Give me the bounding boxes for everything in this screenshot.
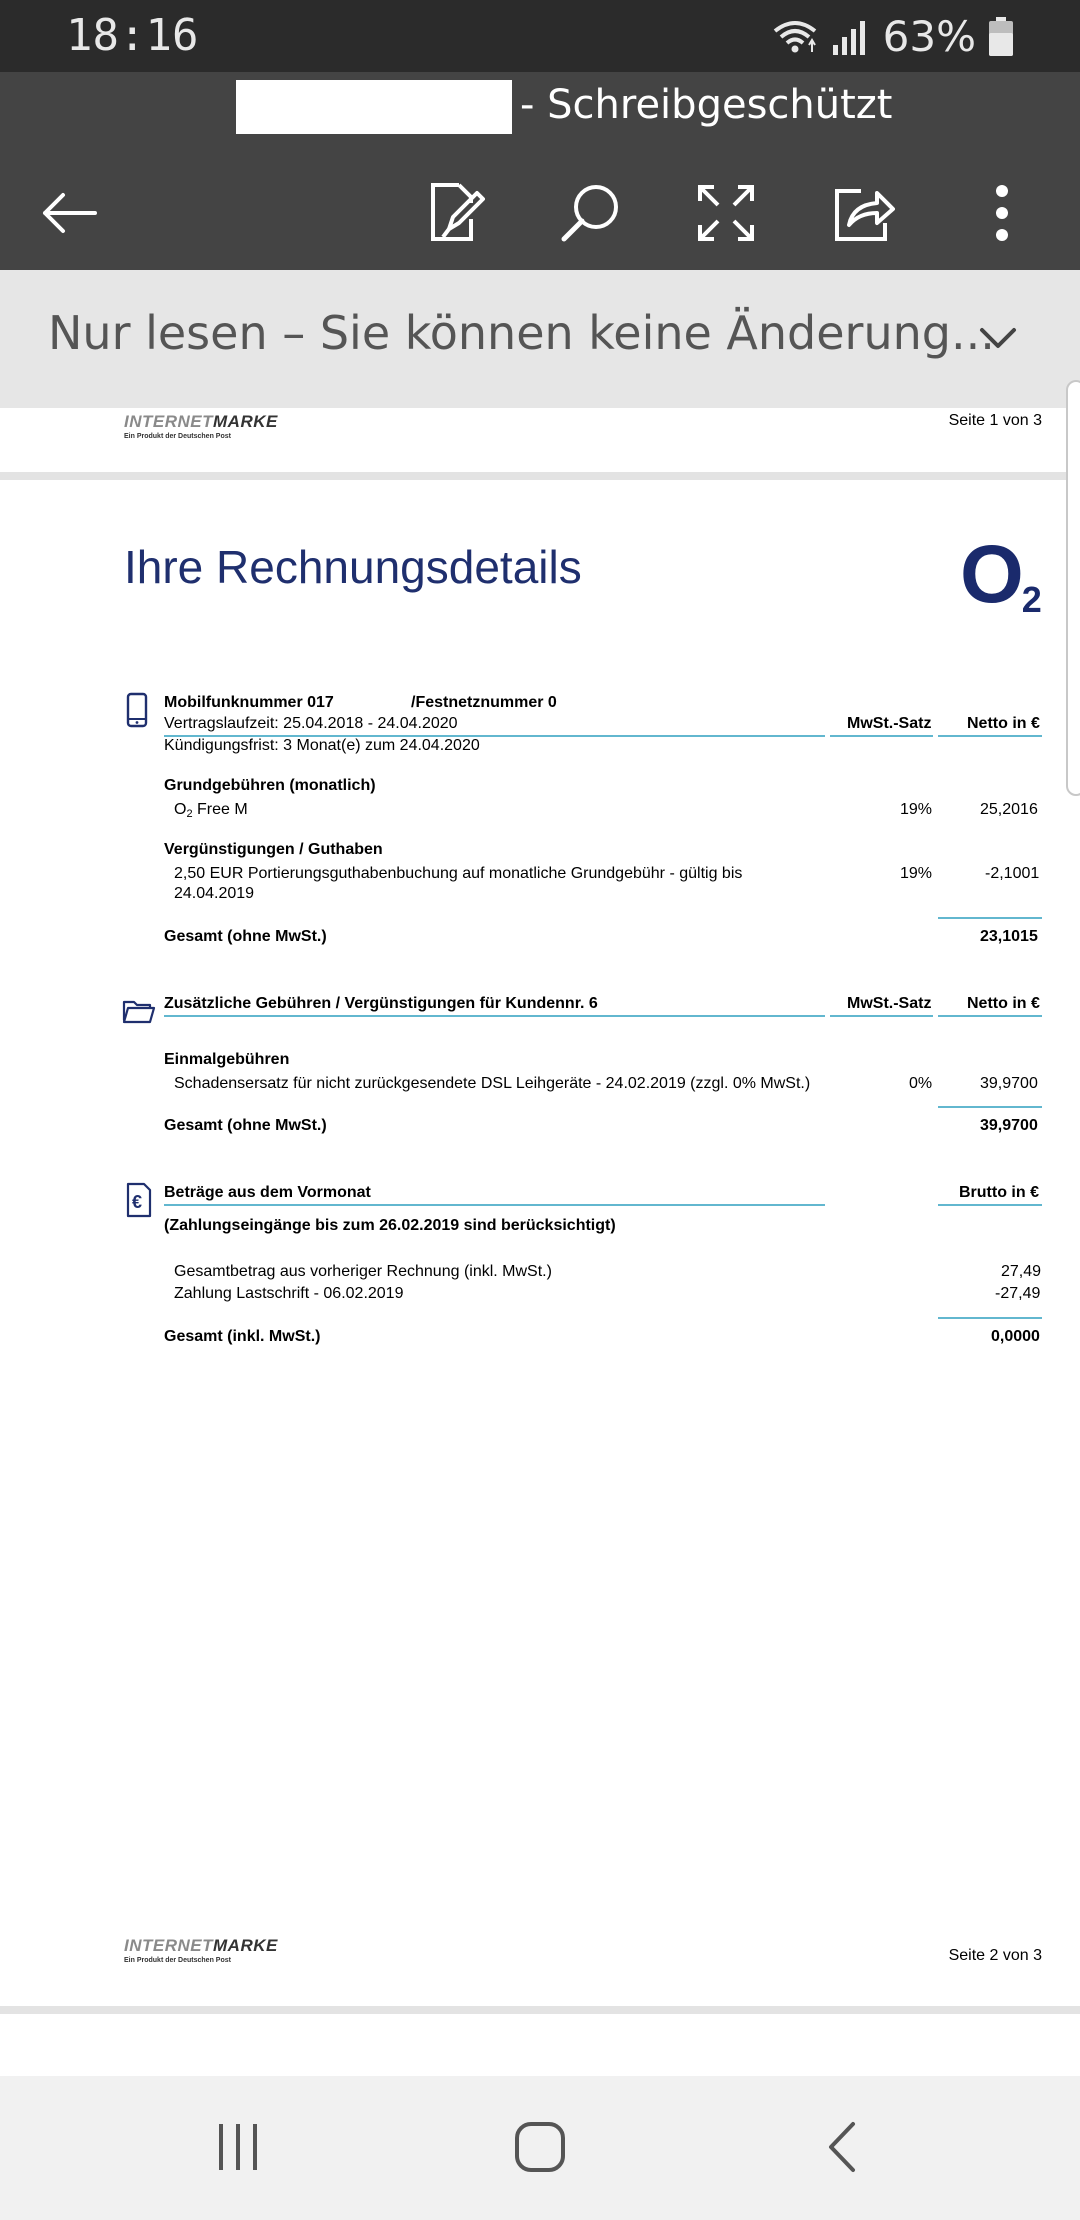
col-net-header: Netto in € [967,995,1040,1012]
o2-logo: O2 [960,529,1042,620]
fullscreen-button[interactable] [681,168,771,258]
status-bar [0,0,1080,72]
vat-value: 19% [900,801,933,818]
edit-icon [425,181,485,245]
page-number: Seite 1 von 3 [948,412,1042,429]
divider [938,917,1042,919]
status-time: 18:16 [66,10,199,61]
group-title: Grundgebühren (monatlich) [164,777,376,794]
home-icon [513,2120,567,2174]
banner-text: Nur lesen – Sie können keine Änderung... [48,306,995,360]
col-vat-header: MwSt.-Satz [847,715,932,732]
divider [164,1204,825,1206]
gross-value: 27,49 [1001,1263,1042,1280]
search-button[interactable] [545,168,635,258]
share-button[interactable] [818,168,908,258]
share-icon [831,183,895,243]
document-viewer[interactable] [0,408,1080,2076]
recent-apps-button[interactable] [188,2102,288,2192]
signal-icon [831,17,871,57]
section3-title: Beträge aus dem Vormonat [164,1184,371,1201]
home-button[interactable] [490,2102,590,2192]
divider [938,1106,1042,1108]
status-icons [771,12,1014,61]
col-net-header: Netto in € [967,715,1040,732]
divider [938,1015,1042,1017]
col-gross-header: Brutto in € [959,1184,1039,1201]
page-number: Seite 2 von 3 [948,1947,1042,1964]
read-only-banner[interactable] [0,270,1080,408]
page-separator [0,472,1080,480]
back-arrow-icon [39,189,99,237]
col-vat-header: MwSt.-Satz [847,995,932,1012]
net-value: 39,9700 [980,1075,1038,1092]
document-title: - Schreibgeschützt [520,82,893,128]
vat-value: 0% [909,1075,933,1092]
divider [164,1015,825,1017]
more-button[interactable] [957,168,1047,258]
divider [830,735,933,737]
page-separator [0,2006,1080,2014]
net-value: 25,2016 [980,801,1038,818]
back-icon [825,2120,859,2174]
divider [938,1317,1042,1319]
vat-value: 19% [900,865,933,882]
section1-title-mobile: Mobilfunknummer 017 [164,694,334,711]
gross-value: -27,49 [995,1285,1041,1302]
total-value: 0,0000 [991,1328,1040,1345]
internetmarke-logo: INTERNETMARKE Ein Produkt der Deutschen Post [124,412,278,440]
fullscreen-icon [696,183,756,243]
app-bar [0,72,1080,270]
line-item-direct-debit: Zahlung Lastschrift - 06.02.2019 [174,1285,404,1302]
page-heading: Ihre Rechnungsdetails [124,541,582,593]
total-value: 23,1015 [980,928,1038,945]
internetmarke-logo: INTERNETMARKE Ein Produkt der Deutschen Post [124,1936,278,1964]
divider [938,1204,1042,1206]
edit-button[interactable] [410,168,500,258]
contract-term: Vertragslaufzeit: 25.04.2018 - 24.04.2020 [164,715,458,732]
battery-percent: 63% [882,12,976,61]
line-item-tariff: O2 Free M [174,801,248,820]
wifi-icon [771,17,819,57]
total-value: 39,9700 [980,1117,1038,1134]
folder-icon [122,996,156,1024]
total-label: Gesamt (ohne MwSt.) [164,928,327,945]
back-nav-button[interactable] [792,2102,892,2192]
divider [938,735,1042,737]
line-item-credit: 2,50 EUR Portierungsguthabenbuchung auf monatliche Grundgebühr - gültig bis [174,865,743,882]
section2-title: Zusätzliche Gebühren / Vergünstigungen für Kundennr. 6 [164,995,598,1012]
euro-document-icon [126,1182,152,1218]
divider [830,1015,933,1017]
title-row [0,72,1080,142]
svg-text:€: € [132,1192,143,1212]
battery-icon [988,17,1014,57]
section1-title-landline: /Festnetznummer 0 [411,694,557,711]
more-vertical-icon [992,183,1012,243]
line-item-previous-total: Gesamtbetrag aus vorheriger Rechnung (inkl. MwSt.) [174,1263,552,1280]
navigation-bar [0,2076,1080,2220]
section3-subtitle: (Zahlungseingänge bis zum 26.02.2019 sind berücksichtigt) [164,1217,616,1234]
group-title: Einmalgebühren [164,1051,290,1068]
recent-apps-icon [213,2122,263,2172]
group-title: Vergünstigungen / Guthaben [164,841,383,858]
redacted-filename [236,80,512,134]
total-label: Gesamt (inkl. MwSt.) [164,1328,321,1345]
chevron-down-icon[interactable] [978,326,1018,352]
line-item-damages: Schadensersatz für nicht zurückgesendete DSL Leihgeräte - 24.02.2019 (zzgl. 0% MwSt.) [174,1075,811,1092]
cancellation-notice: Kündigungsfrist: 3 Monat(e) zum 24.04.2020 [164,737,480,754]
mobile-phone-icon [126,692,148,728]
scrollbar-thumb[interactable] [1066,380,1080,796]
net-value: -2,1001 [985,865,1040,882]
back-button[interactable] [24,168,114,258]
line-item-credit-cont: 24.04.2019 [174,885,255,902]
search-icon [558,181,622,245]
total-label: Gesamt (ohne MwSt.) [164,1117,327,1134]
